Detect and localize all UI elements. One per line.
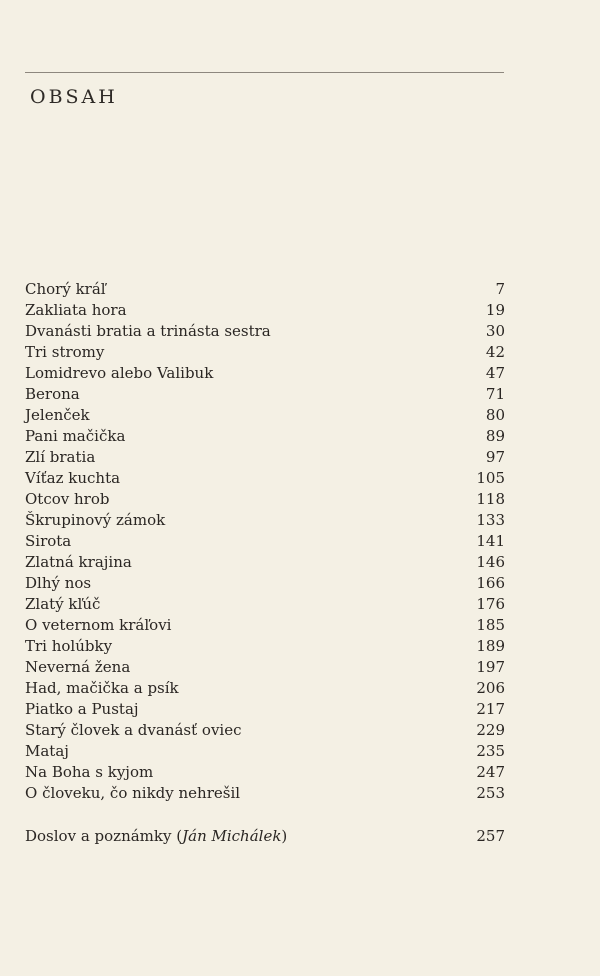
afterword-author: Ján Michálek bbox=[182, 827, 282, 845]
toc-entry-page: 7 bbox=[495, 280, 505, 298]
toc-entry-page: 166 bbox=[476, 574, 505, 592]
afterword-title: Doslov a poznámky bbox=[25, 827, 172, 845]
toc-entry-page: 42 bbox=[485, 343, 505, 361]
toc-entry-title: Lomidrevo alebo Valibuk bbox=[25, 364, 214, 382]
toc-entry bbox=[25, 699, 505, 720]
toc-entry bbox=[25, 636, 505, 657]
afterword-title-group bbox=[25, 826, 287, 847]
toc-entry bbox=[25, 741, 505, 762]
toc-entry-title: Jelenček bbox=[25, 406, 90, 424]
afterword-open-paren: ( bbox=[176, 827, 183, 845]
afterword-entry bbox=[25, 826, 505, 847]
toc-entry-page: 206 bbox=[476, 679, 505, 697]
toc-entry-title: Víťaz kuchta bbox=[25, 469, 121, 487]
toc-entry bbox=[25, 447, 505, 468]
toc-entry-title: Dvanásti bratia a trinásta sestra bbox=[25, 322, 271, 340]
toc-entry-title: Dlhý nos bbox=[25, 574, 92, 592]
toc-entry bbox=[25, 720, 505, 741]
top-rule bbox=[25, 72, 504, 73]
toc-entry-page: 47 bbox=[485, 364, 505, 382]
toc-entry-page: 30 bbox=[485, 322, 505, 340]
toc-entry bbox=[25, 363, 505, 384]
toc-entry-page: 89 bbox=[485, 427, 505, 445]
toc-entry-page: 185 bbox=[476, 616, 505, 634]
toc-entry bbox=[25, 573, 505, 594]
toc-entry-page: 71 bbox=[485, 385, 505, 403]
toc-entry-title: Na Boha s kyjom bbox=[25, 763, 154, 781]
toc-entry-title: O veternom kráľovi bbox=[25, 616, 172, 634]
toc-entry-title: Zlatná krajina bbox=[25, 553, 132, 571]
afterword-close-paren: ) bbox=[281, 827, 288, 845]
toc-entry bbox=[25, 405, 505, 426]
toc-entry bbox=[25, 489, 505, 510]
toc-entry-title: Otcov hrob bbox=[25, 490, 110, 508]
toc-entry-title: Zakliata hora bbox=[25, 301, 127, 319]
toc-entry-title: Piatko a Pustaj bbox=[25, 700, 139, 718]
toc-entry-page: 235 bbox=[476, 742, 505, 760]
toc-entry bbox=[25, 468, 505, 489]
toc-entry-page: 253 bbox=[476, 784, 505, 802]
toc-entry-page: 217 bbox=[476, 700, 505, 718]
toc-entry-title: Zlí bratia bbox=[25, 448, 96, 466]
toc-entry-title: Pani mačička bbox=[25, 427, 126, 445]
toc-entry-title: Neverná žena bbox=[25, 658, 131, 676]
toc-entry bbox=[25, 531, 505, 552]
toc-entry-page: 229 bbox=[476, 721, 505, 739]
toc-entry-title: O človeku, čo nikdy nehrešil bbox=[25, 784, 241, 802]
toc-entry-title: Sirota bbox=[25, 532, 72, 550]
toc-entry-page: 189 bbox=[476, 637, 505, 655]
toc-entry-page: 19 bbox=[485, 301, 505, 319]
toc-entry bbox=[25, 594, 505, 615]
table-of-contents bbox=[25, 279, 505, 804]
toc-entry bbox=[25, 552, 505, 573]
toc-entry bbox=[25, 510, 505, 531]
toc-entry-page: 146 bbox=[476, 553, 505, 571]
toc-entry-page: 133 bbox=[476, 511, 505, 529]
toc-entry bbox=[25, 657, 505, 678]
toc-entry bbox=[25, 426, 505, 447]
toc-entry bbox=[25, 342, 505, 363]
toc-entry-page: 176 bbox=[476, 595, 505, 613]
toc-entry-page: 97 bbox=[485, 448, 505, 466]
toc-entry-title: Zlatý kľúč bbox=[25, 595, 101, 613]
toc-entry-page: 105 bbox=[476, 469, 505, 487]
toc-entry-page: 118 bbox=[476, 490, 505, 508]
toc-entry-page: 247 bbox=[476, 763, 505, 781]
toc-entry bbox=[25, 762, 505, 783]
toc-entry-page: 197 bbox=[476, 658, 505, 676]
toc-entry-page: 141 bbox=[476, 532, 505, 550]
toc-entry bbox=[25, 783, 505, 804]
toc-entry bbox=[25, 300, 505, 321]
toc-entry bbox=[25, 279, 505, 300]
toc-entry bbox=[25, 384, 505, 405]
toc-entry bbox=[25, 615, 505, 636]
toc-entry-page: 80 bbox=[485, 406, 505, 424]
toc-entry-title: Had, mačička a psík bbox=[25, 679, 179, 697]
toc-entry-title: Berona bbox=[25, 385, 80, 403]
toc-entry-title: Tri stromy bbox=[25, 343, 105, 361]
contents-heading: OBSAH bbox=[30, 86, 118, 108]
toc-entry-title: Škrupinový zámok bbox=[25, 511, 166, 529]
toc-entry-title: Chorý kráľ bbox=[25, 280, 106, 298]
toc-entry-title: Starý človek a dvanásť oviec bbox=[25, 721, 242, 739]
toc-entry bbox=[25, 321, 505, 342]
toc-entry-title: Mataj bbox=[25, 742, 69, 760]
toc-entry bbox=[25, 678, 505, 699]
afterword-page: 257 bbox=[476, 827, 505, 845]
toc-entry-title: Tri holúbky bbox=[25, 637, 113, 655]
